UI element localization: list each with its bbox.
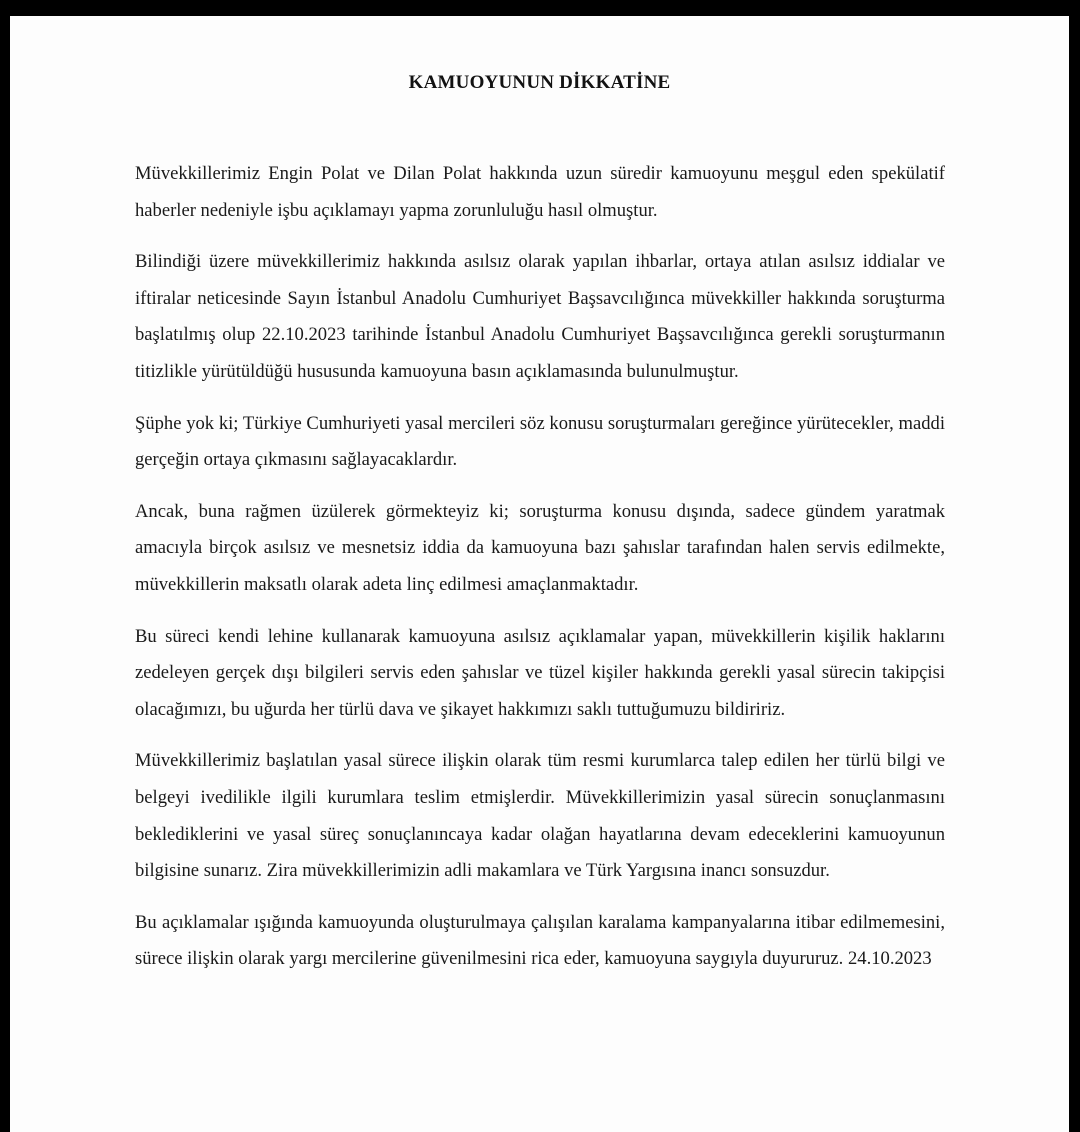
- paragraph-7: Bu açıklamalar ışığında kamuoyunda oluşturulmaya çalışılan karalama kampanyalarına itibar edilmemesini, sürece ilişkin olarak yargı mercilerine güvenilmesini rica eder, kamuoyuna saygıyla duyururuz. 24.10.2023: [135, 911, 945, 970]
- paragraph-2: Bilindiği üzere müvekkillerimiz hakkında asılsız olarak yapılan ihbarlar, ortaya atılan asılsız iddialar ve iftiralar neticesinde Sayın İstanbul Anadolu Cumhuriyet Başsavcılığınca müvekkiller hakkında soruşturma başlatılmış olup 22.10.2023 tarihinde İstanbul Anadolu Cumhuriyet Başsavcılığınca gerekli soruşturmanın titizlikle yürütüldüğü hususunda kamuoyuna basın açıklamasında bulunulmuştur.: [135, 251, 945, 382]
- paragraph-6: Müvekkillerimiz başlatılan yasal sürece ilişkin olarak tüm resmi kurumlarca talep edilen her türlü bilgi ve belgeyi ivedilikle ilgili kurumlara teslim etmişlerdir. Müvekkillerimizin yasal sürecin sonuçlanmasını beklediklerini ve yasal süreç sonuçlanıncaya kadar olağan hayatlarına devam edeceklerini kamuoyunun bilgisine sunarız. Zira müvekkillerimizin adli makamlara ve Türk Yargısına inancı sonsuzdur.: [135, 750, 945, 882]
- document-body: [135, 156, 945, 993]
- paragraph-1: Müvekkillerimiz Engin Polat ve Dilan Polat hakkında uzun süredir kamuoyunu meşgul eden spekülatif haberler nedeniyle işbu açıklamayı yapma zorunluluğu hasıl olmuştur.: [135, 163, 945, 221]
- document-title: KAMUOYUNUN DİKKATİNE: [408, 72, 671, 93]
- paragraph-5: Bu süreci kendi lehine kullanarak kamuoyuna asılsız açıklamalar yapan, müvekkillerin kişilik haklarını zedeleyen gerçek dışı bilgileri servis eden şahıslar ve tüzel kişiler hakkında gerekli yasal sürecin takipçisi olacağımızı, bu uğurda her türlü dava ve şikayet hakkımızı saklı tuttuğumuzu bildiririz.: [135, 625, 945, 720]
- paragraph-4: Ancak, buna rağmen üzülerek görmekteyiz ki; soruşturma konusu dışında, sadece gündem yaratmak amacıyla birçok asılsız ve mesnetsiz iddia da kamuoyuna bazı şahıslar tarafından halen servis edilmekte, müvekkillerin maksatlı olarak adeta linç edilmesi amaçlanmaktadır.: [135, 500, 945, 595]
- document-page: [10, 16, 1069, 1132]
- paragraph-3: Şüphe yok ki; Türkiye Cumhuriyeti yasal mercileri söz konusu soruşturmaları gereğince yürütecekler, maddi gerçeğin ortaya çıkmasını sağlayacaklardır.: [135, 412, 945, 471]
